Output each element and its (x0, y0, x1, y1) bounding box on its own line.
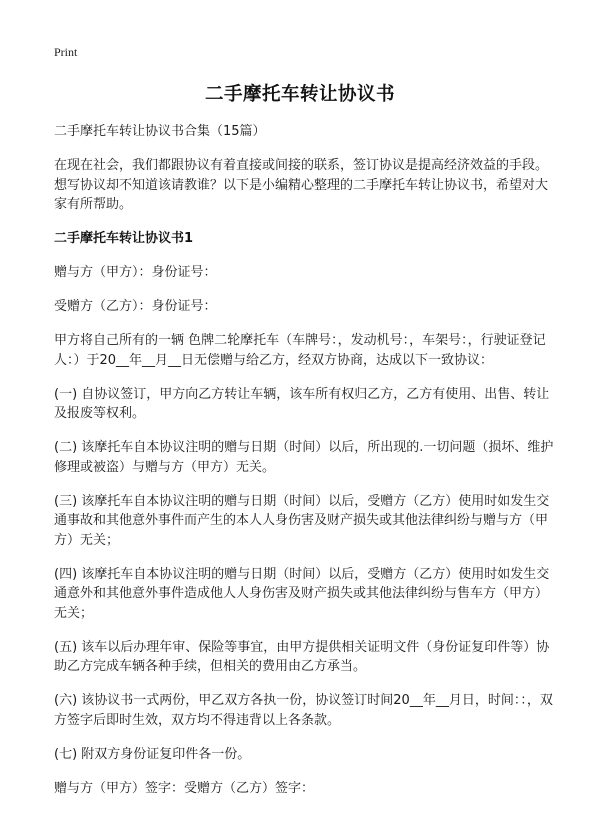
section-heading: 二手摩托车转让协议书1 (54, 231, 194, 246)
clause-4: (四) 该摩托车自本协议注明的赠与日期（时间）以后，受赠方（乙方）使用时如发生交通意外和其他意外事件造成他人人身伤害及财产损失或其他法律纠纷与售车方（甲方）无关； (54, 566, 550, 621)
intro-paragraph: 在现在社会，我们都跟协议有着直接或间接的联系，签订协议是提高经济效益的手段。想写协议却不知道该请教谁？以下是小编精心整理的二手摩托车转让协议书，希望对大家有所帮助。 (54, 158, 549, 212)
print-link[interactable]: Print (54, 45, 78, 59)
clause-3: (三) 该摩托车自本协议注明的赠与日期（时间）以后，受赠方（乙方）使用时如发生交通事故和其他意外事件而产生的本人人身伤害及财产损失或其他法律纠纷与赠与方（甲方）无关； (54, 493, 550, 548)
statement-paragraph: 甲方将自己所有的一辆 色牌二轮摩托车（车牌号：，发动机号：，车架号：，行驶证登记人：）于20__年__月__日无偿赠与给乙方，经双方协商，达成以下一致协议： (54, 333, 546, 368)
collection-line: 二手摩托车转让协议书合集（15篇） (54, 124, 266, 139)
document-body (54, 122, 554, 813)
clause-5: (五) 该车以后办理年审、保险等事宜，由甲方提供相关证明文件（身份证复印件等）协助乙方完成车辆各种手续，但相关的费用由乙方承当。 (54, 639, 550, 674)
donor-line: 赠与方（甲方）：身份证号： (54, 265, 217, 280)
clause-6: (六) 该协议书一式两份，甲乙双方各执一份，协议签订时间20__年__月日，时间：：，双方签字后即时生效，双方均不得违背以上各条款。 (54, 693, 553, 728)
document-title: 二手摩托车转让协议书 (204, 84, 395, 105)
signature-line: 赠与方（甲方）签字：受赠方（乙方）签字： (54, 780, 315, 796)
recipient-line: 受赠方（乙方）：身份证号： (54, 299, 217, 314)
clause-7: (七) 附双方身份证复印件各一份。 (54, 746, 251, 762)
clause-1: (一) 自协议签订，甲方向乙方转让车辆，该车所有权归乙方，乙方有使用、出售、转让及报废等权利。 (54, 386, 550, 421)
clause-2: (二) 该摩托车自本协议注明的赠与日期（时间）以后，所出现的.一切问题（损坏、维护修理或被盗）与赠与方（甲方）无关。 (54, 440, 554, 475)
